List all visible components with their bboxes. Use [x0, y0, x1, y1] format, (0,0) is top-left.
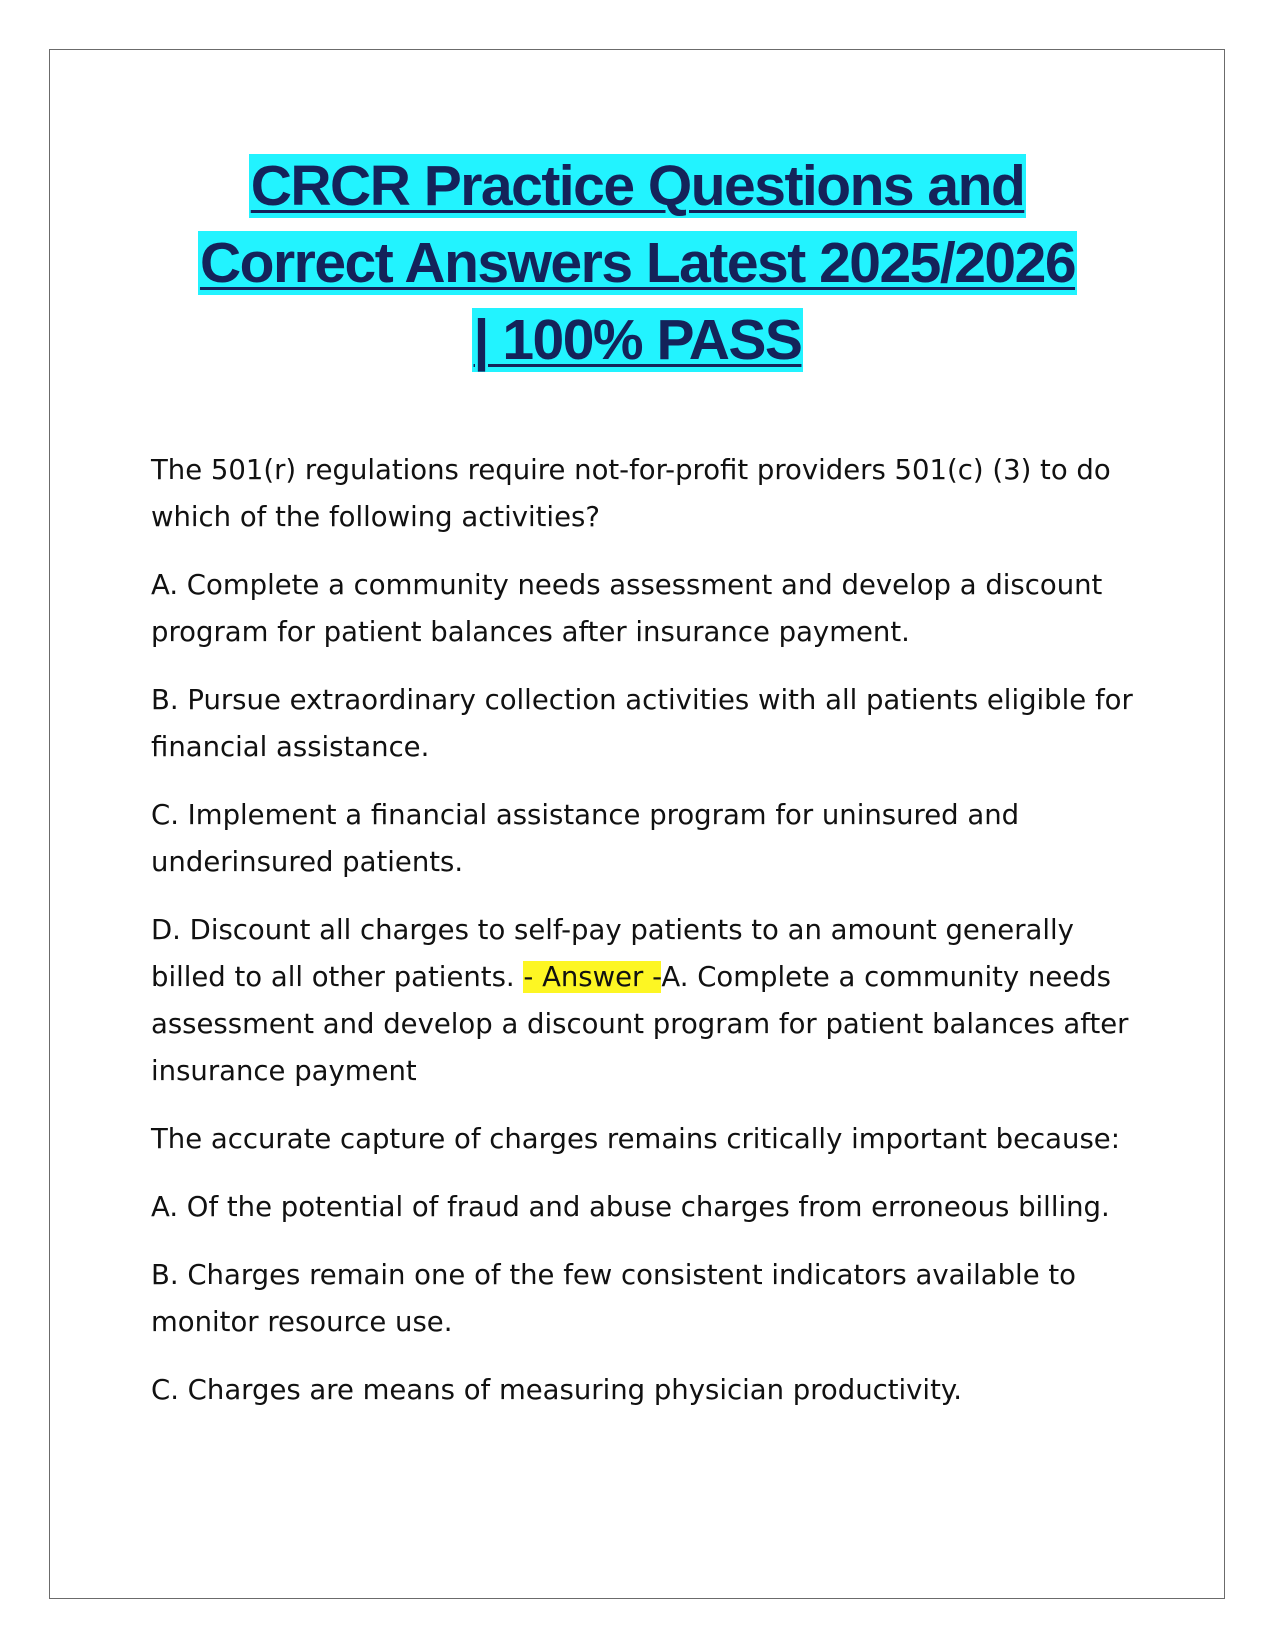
title-line-1-text: CRCR Practice Questions and [250, 154, 1025, 218]
question-2-option-b: B. Charges remain one of the few consistent indicators available to monitor resource use. [151, 1259, 1076, 1338]
title-line-1 [140, 148, 1135, 225]
title-line-3 [140, 302, 1135, 379]
question-1-answer: A. Complete a community needs assessment and develop a discount program for patient balances after insurance payment [151, 961, 1129, 1087]
title-line-3-text: | 100% PASS [473, 308, 802, 372]
question-1-option-a: A. Complete a community needs assessment and develop a discount program for patient balances after insurance payment. [151, 569, 1103, 648]
question-2-option-c: C. Charges are means of measuring physician productivity. [151, 1374, 962, 1406]
question-1-option-d: D. Discount all charges to self-pay patients to an amount generally billed to all other patients. [151, 914, 1074, 993]
answer-marker: - Answer - [523, 961, 662, 993]
title-line-2 [140, 225, 1135, 302]
question-2-option-a: A. Of the potential of fraud and abuse charges from erroneous billing. [151, 1191, 1110, 1223]
question-1-option-c: C. Implement a financial assistance program for uninsured and underinsured patients. [151, 799, 1020, 878]
question-1-stem: The 501(r) regulations require not-for-profit providers 501(c) (3) to do which of the following activities? [151, 454, 1111, 533]
question-1-option-d-with-answer [151, 907, 1141, 1095]
document-title [140, 148, 1135, 379]
question-1-option-b: B. Pursue extraordinary collection activities with all patients eligible for financial assistance. [151, 684, 1133, 763]
title-line-2-text: Correct Answers Latest 2025/2026 [199, 231, 1076, 295]
question-2-stem: The accurate capture of charges remains critically important because: [151, 1123, 1120, 1155]
document-body [151, 447, 1141, 1435]
